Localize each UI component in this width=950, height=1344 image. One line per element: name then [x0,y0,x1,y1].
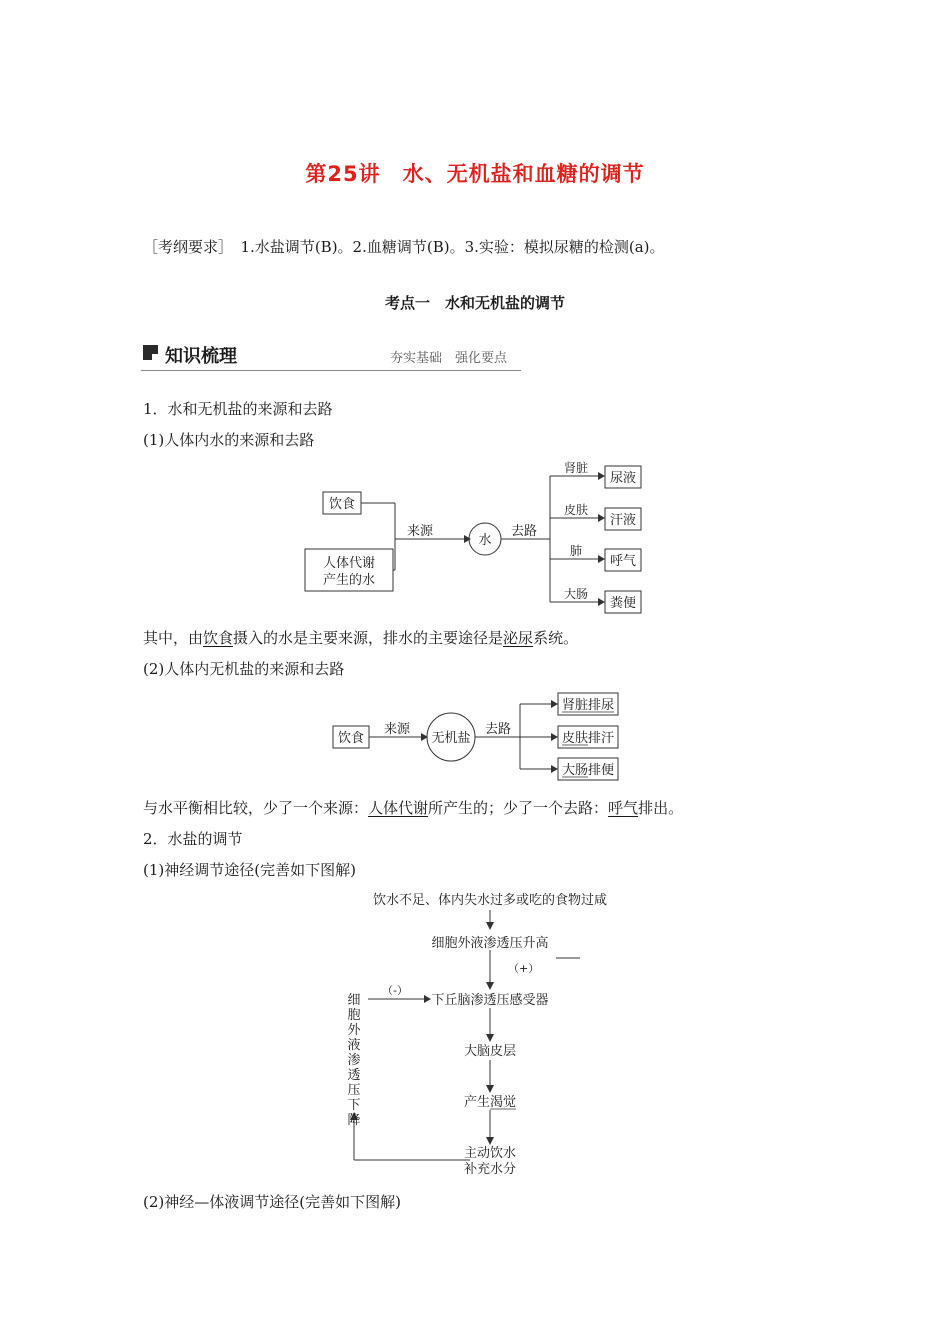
label-destination: 去路 [510,524,538,539]
flow-plus: （+） [508,962,540,975]
salt-out-kidney: 肾脏排尿 [561,698,615,713]
s1-sub1: (1)人体内水的来源和去路 [143,431,315,449]
banner-title: 知识梳理 [165,346,237,367]
svg-text:降: 降 [347,1113,361,1128]
answer-breath: 呼气 [608,799,639,817]
s1-sub2: (2)人体内无机盐的来源和去路 [143,660,345,678]
exam-requirements: ［考纲要求］ 1.水盐调节(B)。2.血糖调节(B)。3.实验：模拟尿糖的检测(a)。 [143,238,665,256]
banner-divider [141,370,521,371]
svg-text:压: 压 [347,1083,361,1098]
label-diet: 饮食 [328,497,356,512]
s2-sub2: (2)神经—体液调节途径(完善如下图解) [143,1193,401,1211]
answer-diet: 饮食 [203,629,234,647]
svg-text:渗: 渗 [347,1053,361,1068]
flow-step5b: 补充水分 [463,1162,517,1177]
note-salt: 与水平衡相比较，少了一个来源：人体代谢所产生的；少了一个去路：呼气排出。 [143,799,684,817]
organ-kidney: 肾脏 [563,461,589,475]
s1-heading: 1．水和无机盐的来源和去路 [143,400,333,418]
answer-metabolism: 人体代谢 [368,799,429,817]
flow-step2: 下丘脑渗透压感受器 [431,993,549,1008]
flow-step5a: 主动饮水 [463,1146,517,1161]
organ-skin: 皮肤 [563,503,589,517]
output-sweat: 汗液 [609,513,637,528]
label-metabolic-water: 产生的水 [322,573,376,588]
flow-step3: 大脑皮层 [463,1044,517,1059]
salt-source-diagram [325,688,625,784]
section-heading: 考点一 水和无机盐的调节 [384,294,565,312]
page-title: 第25讲 水、无机盐和血糖的调节 [305,162,645,186]
salt-label-source: 来源 [383,722,411,737]
water-source-diagram [300,458,660,618]
flow-trigger: 饮水不足、体内失水过多或吃的食物过咸 [372,893,608,908]
answer-urinary: 泌尿 [503,629,534,647]
svg-text:细: 细 [347,993,361,1008]
salt-out-skin: 皮肤排汗 [561,731,615,746]
salt-label-destination: 去路 [484,722,512,737]
organ-colon: 大肠 [563,587,589,601]
flow-step1: 细胞外液渗透压升高 [431,936,549,951]
svg-text:外: 外 [347,1023,361,1038]
note-water: 其中，由饮食摄入的水是主要来源，排水的主要途径是泌尿系统。 [143,629,579,647]
s2-sub1: (1)神经调节途径(完善如下图解) [143,861,356,879]
label-water: 水 [478,533,492,548]
salt-source-diet: 饮食 [337,731,365,746]
organ-lung: 肺 [569,544,583,558]
svg-text:透: 透 [347,1068,361,1083]
neural-regulation-flow [340,888,630,1178]
flow-step4: 产生渴觉 [463,1095,517,1110]
flow-side-label [347,993,361,1128]
flow-minus: （-） [382,984,408,997]
banner-subtitle: 夯实基础 强化要点 [390,351,508,366]
output-breath: 呼气 [609,554,637,569]
salt-out-colon: 大肠排便 [561,763,615,778]
svg-text:下: 下 [347,1098,361,1113]
output-feces: 粪便 [609,596,637,611]
output-urine: 尿液 [609,471,637,486]
label-metabolism: 人体代谢 [322,556,376,571]
svg-text:液: 液 [347,1038,361,1053]
s2-heading: 2．水盐的调节 [143,830,243,848]
salt-center: 无机盐 [431,731,471,746]
svg-text:胞: 胞 [347,1008,361,1023]
banner-notch [152,354,158,360]
label-source: 来源 [406,524,434,539]
